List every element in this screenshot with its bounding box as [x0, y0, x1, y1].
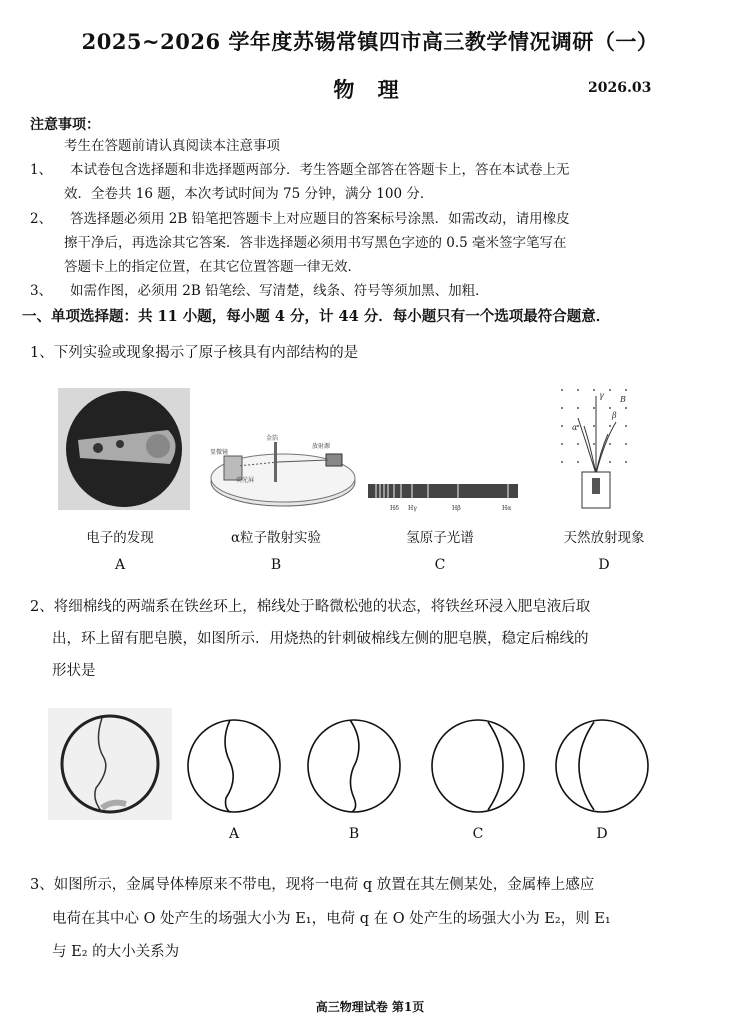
fig-b-label-foil: 金箔: [266, 435, 279, 442]
question-2-line-1: 2、将细棉线的两端系在铁丝环上，棉线处于略微松弛的状态，将铁丝环浸入肥皂液后取: [30, 599, 591, 615]
q1-option-d: D: [598, 557, 610, 573]
notice-item-1: [30, 158, 570, 182]
q1-option-b: B: [270, 557, 282, 573]
question-3-line-2: 电荷在其中心 O 处产生的场强大小为 E₁，电荷 q 在 O 处产生的场强大小为 E₂，则 E₁: [52, 911, 611, 927]
exam-title: 2025~2026 学年度苏锡常镇四市高三教学情况调研（一）: [81, 29, 659, 54]
figure-natural-radioactivity: [556, 382, 636, 514]
fig-b-label-screen: 荧光屏: [236, 477, 255, 484]
notice-item-2-cont2: 答题卡上的指定位置，在其它位置答题一律无效．: [64, 259, 361, 275]
q1-option-c: C: [434, 557, 446, 573]
fig-c-label-halpha: Hα: [502, 505, 512, 512]
q2-figure-c: [430, 718, 526, 814]
notice-item-1-cont: 效．全卷共 16 题，本次考试时间为 75 分钟，满分 100 分．: [64, 186, 434, 202]
notice-item-number: 3、: [30, 283, 53, 299]
question-2-line-3: 形状是: [52, 663, 96, 679]
figure-electron-discovery: [58, 388, 190, 510]
fig-d-label-gamma: γ: [599, 391, 604, 400]
question-1-stem: 1、下列实验或现象揭示了原子核具有内部结构的是: [30, 345, 359, 361]
q1-option-a: A: [114, 557, 126, 573]
q1-caption-d: 天然放射现象: [563, 530, 645, 546]
notice-item-text: 如需作图，必须用 2B 铅笔绘、写清楚，线条、符号等须加黑、加粗．: [70, 283, 489, 299]
figure-soap-film-ring: [48, 708, 172, 820]
notice-heading: 注意事项：: [30, 117, 100, 133]
question-3-line-1: 3、如图所示，金属导体棒原来不带电，现将一电荷 q 放置在其左侧某处，金属棒上感应: [30, 877, 595, 893]
fig-b-label-source: 放射源: [312, 443, 331, 450]
notice-item-text: 本试卷包含选择题和非选择题两部分．考生答题全部答在答题卡上，答在本试卷上无: [70, 162, 570, 178]
q2-option-d: D: [596, 826, 608, 842]
notice-item-3: [30, 279, 489, 303]
exam-date: 2026.03: [588, 80, 652, 96]
q2-figure-b: [306, 718, 402, 814]
fig-b-label-microscope: 显微镜: [210, 449, 229, 456]
figure-alpha-scattering: [208, 436, 358, 514]
notice-item-text: 答选择题必须用 2B 铅笔把答题卡上对应题目的答案标号涂黑．如需改动，请用橡皮: [70, 211, 570, 227]
subject-title: 物 理: [333, 77, 407, 102]
q1-caption-b: α粒子散射实验: [230, 530, 322, 546]
notice-item-2-cont: 擦干净后，再选涂其它答案．答非选择题必须用书写黑色字迹的 0.5 毫米签字笔写在: [64, 235, 567, 251]
question-2-line-2: 出，环上留有肥皂膜，如图所示．用烧热的针刺破棉线左侧的肥皂膜，稳定后棉线的: [52, 631, 589, 647]
notice-item-number: 1、: [30, 162, 53, 178]
notice-item-2: [30, 207, 570, 231]
q1-caption-a: 电子的发现: [86, 530, 154, 546]
section-heading: 一、单项选择题：共 11 小题，每小题 4 分，计 44 分．每小题只有一个选项最符合题意．: [22, 308, 611, 325]
fig-d-label-beta: β: [612, 411, 617, 420]
q2-option-c: C: [472, 826, 484, 842]
notice-item-number: 2、: [30, 211, 53, 227]
page-footer: 高三物理试卷 第1页: [315, 1000, 425, 1014]
fig-c-label-hgamma: Hγ: [408, 505, 417, 512]
fig-c-label-hbeta: Hβ: [452, 505, 461, 512]
fig-d-label-alpha: α: [572, 423, 578, 432]
fig-c-label-hdelta: Hδ: [390, 505, 399, 512]
q2-figure-d: [554, 718, 650, 814]
question-3-line-3: 与 E₂ 的大小关系为: [52, 944, 180, 960]
q2-option-a: A: [228, 826, 240, 842]
figure-hydrogen-spectrum: [368, 484, 518, 514]
fig-d-label-field: B: [620, 395, 626, 404]
q1-caption-c: 氢原子光谱: [406, 530, 474, 546]
q2-figure-a: [186, 718, 282, 814]
q2-option-b: B: [348, 826, 360, 842]
notice-intro: 考生在答题前请认真阅读本注意事项: [64, 138, 280, 154]
